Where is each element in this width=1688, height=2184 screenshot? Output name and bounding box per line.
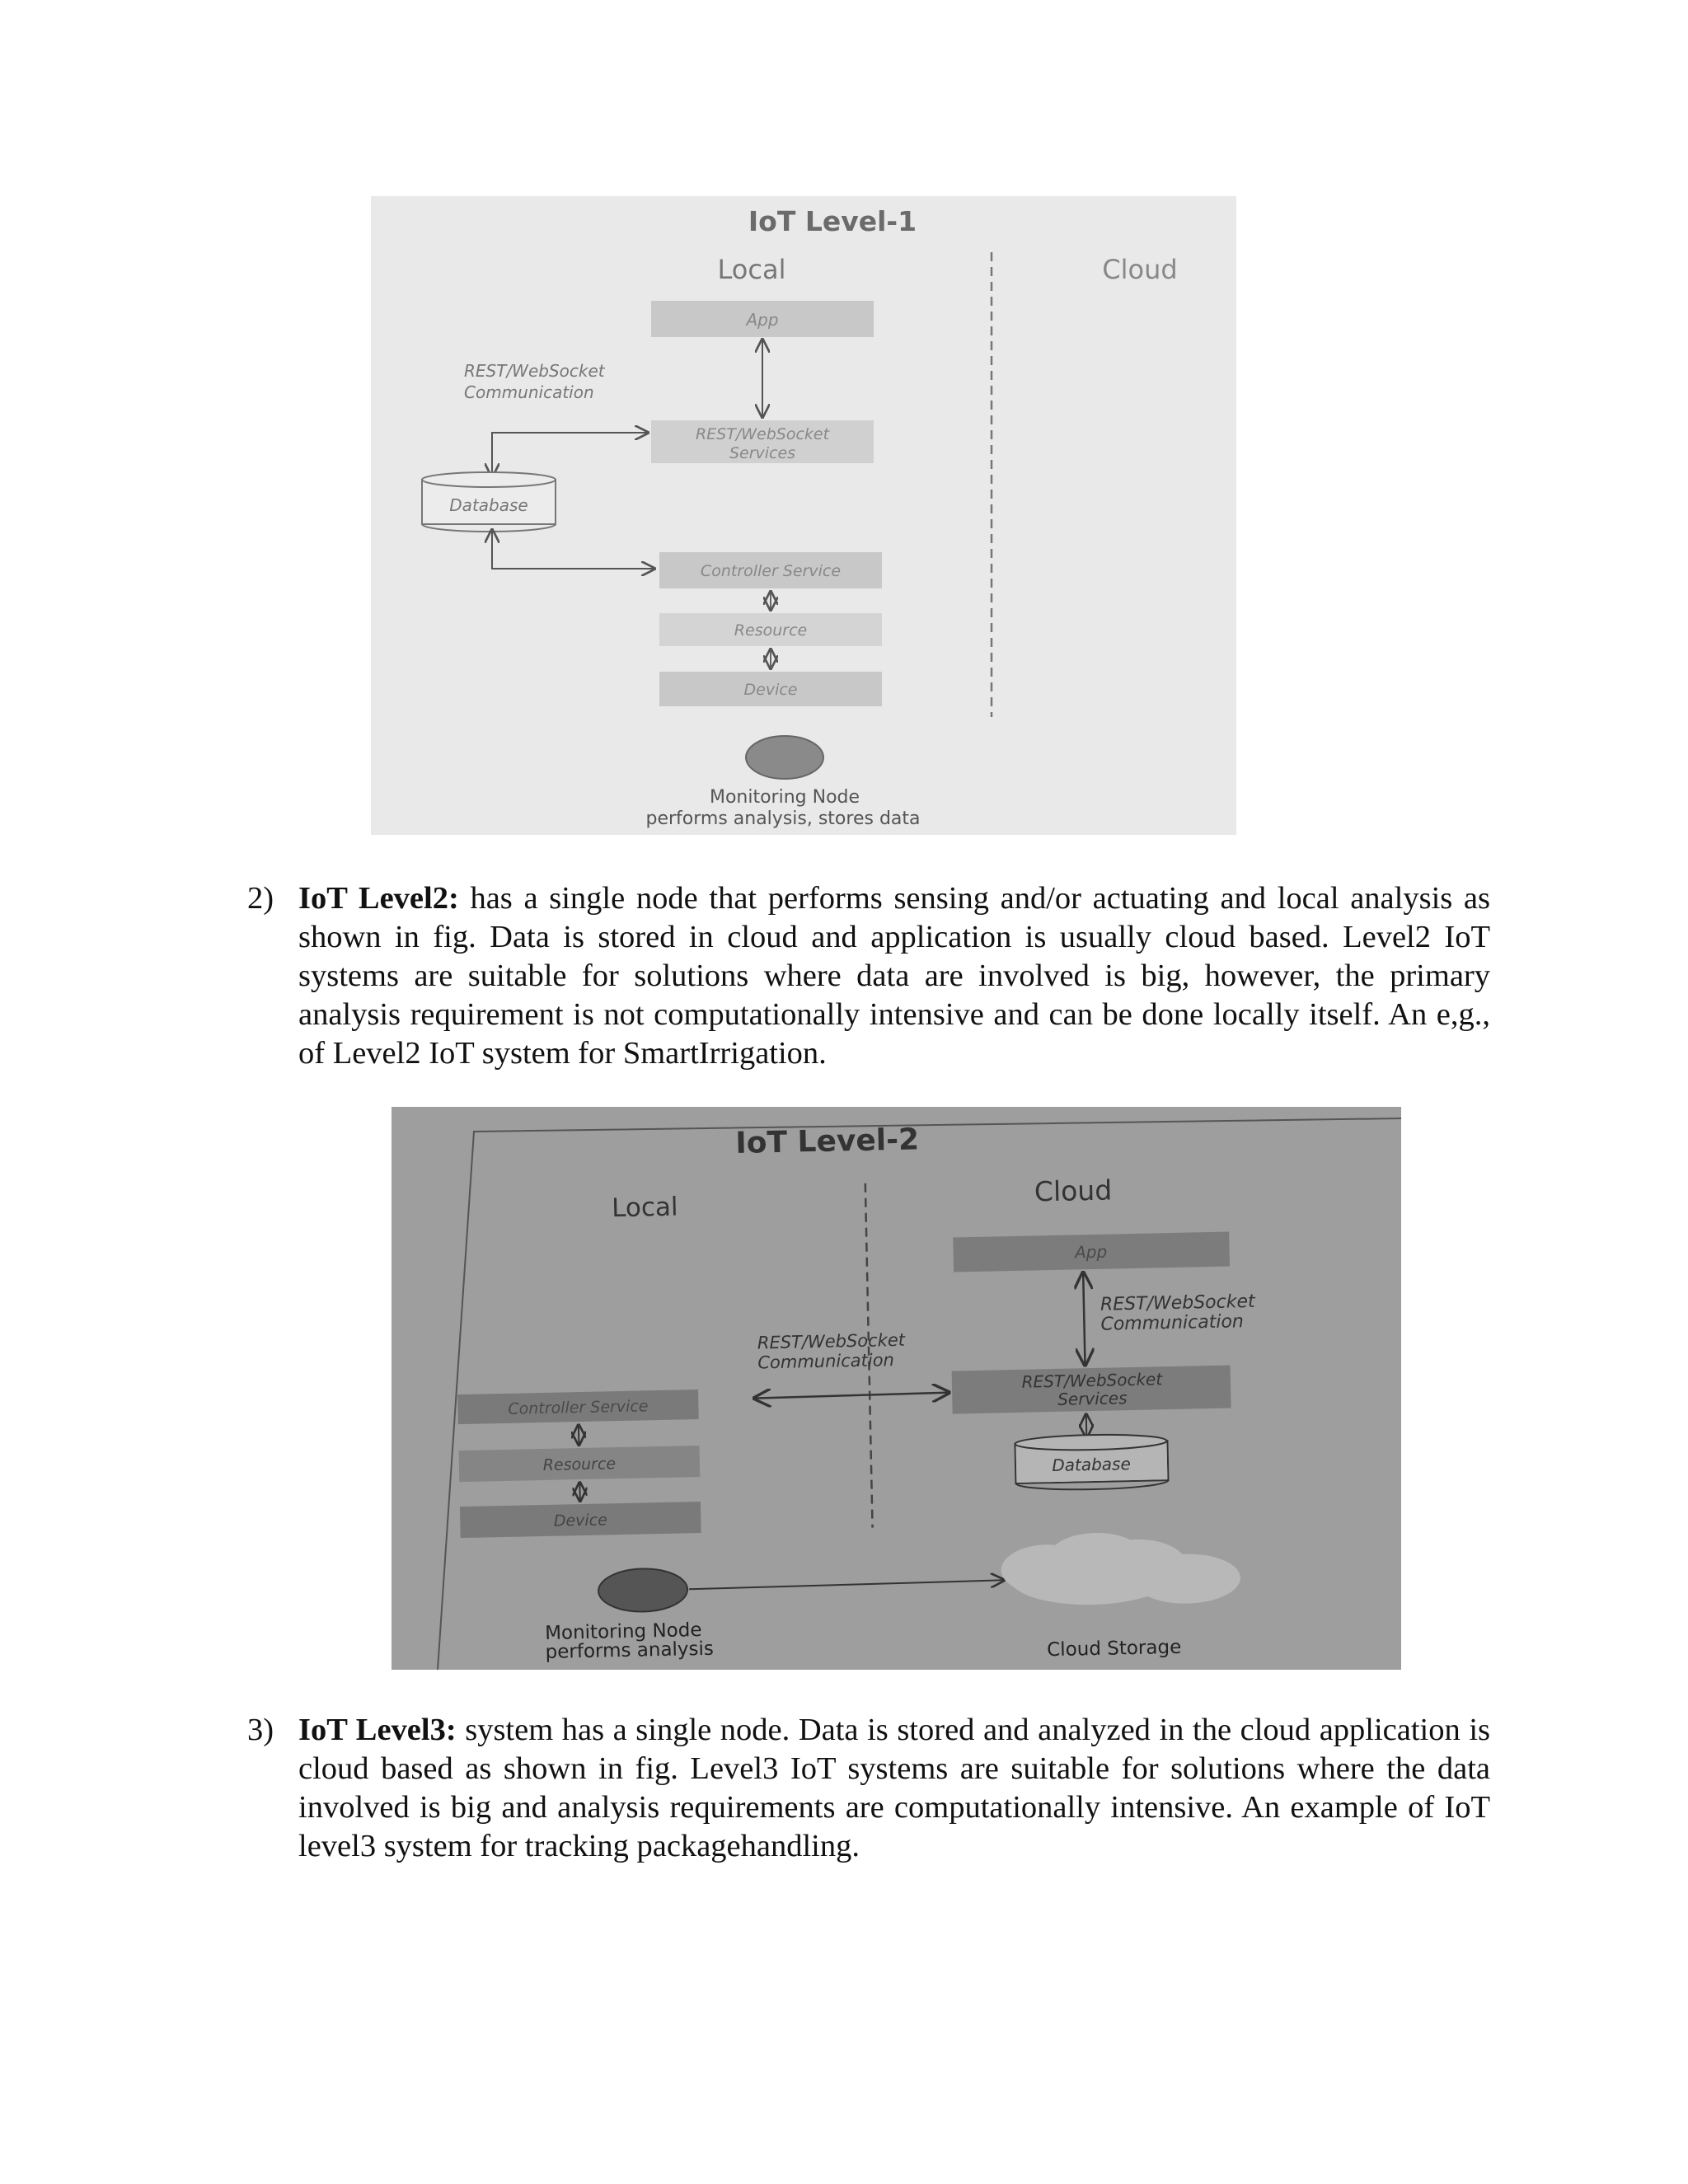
database-label: Database: [449, 495, 528, 515]
local-label: Local: [717, 254, 786, 285]
figure-iot-level-1: [371, 196, 1236, 835]
comm-right-line2: Communication: [1100, 1311, 1245, 1335]
iot-level-1-diagram: [371, 196, 1236, 835]
monitoring-node-label-2-line1: Monitoring Node: [544, 1619, 702, 1644]
comm-label-line1: REST/WebSocket: [464, 361, 605, 381]
paragraph-iot-level-2: [247, 879, 1490, 1073]
iot-level-3-heading: IoT Level3:: [298, 1713, 457, 1747]
app-label: App: [746, 310, 779, 330]
monitoring-node-label-line2: performs analysis, stores data: [645, 808, 921, 829]
local-label-2: Local: [611, 1192, 678, 1224]
device-label: Device: [743, 681, 798, 699]
comm-right-line1: REST/WebSocket: [1100, 1291, 1255, 1315]
controller-label-2: Controller Service: [508, 1397, 649, 1418]
comm-mid-line2: Communication: [757, 1350, 895, 1373]
services-label-line1: REST/WebSocket: [695, 425, 830, 443]
figure-2-title: IoT Level-2: [734, 1122, 920, 1161]
services-label-2-line2: Services: [1057, 1388, 1128, 1409]
database-label-2: Database: [1052, 1454, 1131, 1476]
device-label-2: Device: [553, 1511, 608, 1530]
monitoring-node-label-line1: Monitoring Node: [709, 787, 860, 808]
comm-label-line2: Communication: [464, 382, 594, 402]
services-label-line2: Services: [729, 444, 796, 462]
list-number-3: 3): [247, 1713, 274, 1747]
paragraph-3-text: system has a single node. Data is stored and analyzed in the cloud application is cloud based as shown in fig. Level3 IoT systems are suitable for solutions where the data involved is big and analysis requirements are computationally intensive. An example of IoT level3 system for tracking packagehandling.: [298, 1713, 1490, 1863]
paragraph-2-body: [298, 879, 1490, 1073]
figure-iot-level-2: [392, 1107, 1401, 1670]
controller-label: Controller Service: [700, 562, 842, 580]
cloud-label: Cloud: [1102, 254, 1178, 285]
iot-level-2-heading: IoT Level2:: [298, 881, 459, 916]
resource-label: Resource: [734, 621, 808, 640]
list-number-2: 2): [247, 881, 274, 916]
monitoring-node-circle: [746, 736, 823, 779]
paragraph-2-text: has a single node that performs sensing and/or actuating and local analysis as shown in fig. Data is stored in cloud and application is usually cloud based. Level2 IoT systems are suitable for solutions where data are involved is big, however, the primary analysis requirement is not computationally intensive and can be done locally itself. An e,g., of Level2 IoT system for SmartIrrigation.: [298, 881, 1490, 1071]
paragraph-iot-level-3: [247, 1711, 1490, 1866]
app-label-2: App: [1074, 1241, 1108, 1263]
cloud-label-2: Cloud: [1034, 1174, 1113, 1208]
services-label-2-line1: REST/WebSocket: [1021, 1369, 1163, 1392]
comm-mid-line1: REST/WebSocket: [757, 1329, 906, 1353]
figure-1-title: IoT Level-1: [748, 205, 917, 237]
iot-level-2-diagram: [392, 1107, 1401, 1670]
cloud-storage-label: Cloud Storage: [1046, 1636, 1182, 1661]
monitoring-node-label-2-line2: performs analysis: [545, 1638, 715, 1663]
services-database-arrow: [1086, 1414, 1087, 1437]
resource-label-2: Resource: [542, 1455, 617, 1474]
paragraph-3-body: [298, 1711, 1490, 1866]
